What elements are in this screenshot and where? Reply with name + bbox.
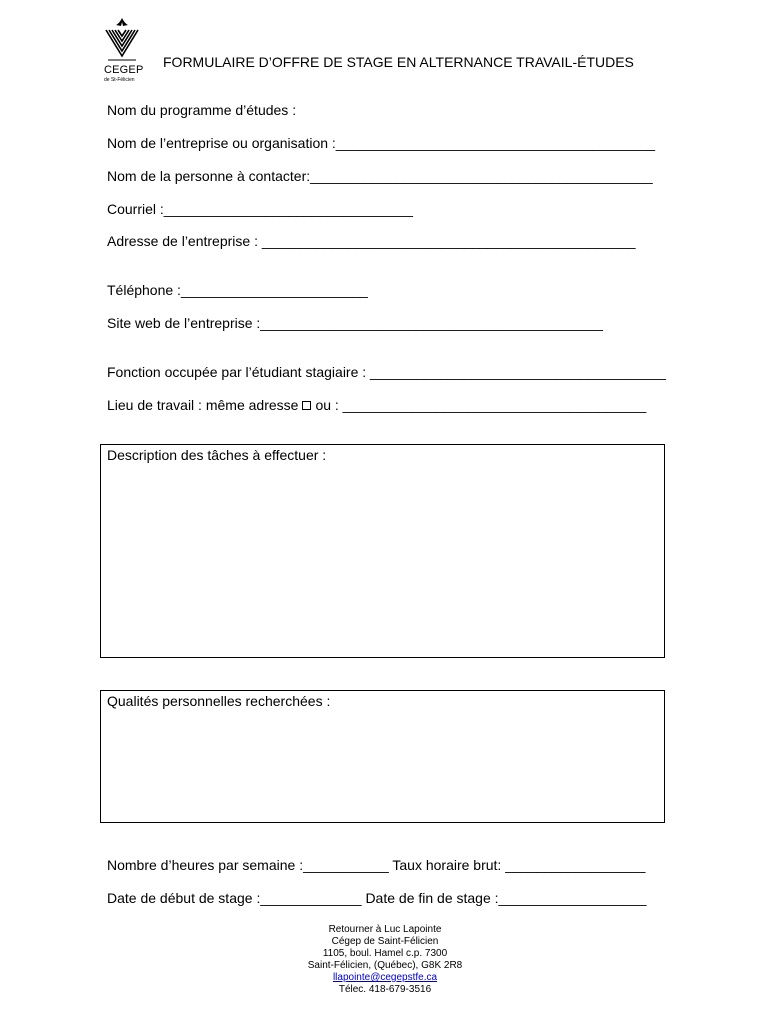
logo-subtitle: de St-Félicien — [104, 77, 135, 83]
programme-field[interactable]: Nom du programme d’études : — [107, 102, 297, 118]
heures-taux-field[interactable]: Nombre d’heures par semaine :___________ Taux horaire brut: __________________ — [107, 857, 646, 873]
telephone-field[interactable]: Téléphone :________________________ — [107, 282, 368, 298]
footer-line-2: Cégep de Saint-Félicien — [331, 936, 439, 947]
courriel-field[interactable]: Courriel :________________________________ — [107, 201, 413, 217]
siteweb-field[interactable]: Site web de l’entreprise :____________________________________________ — [107, 315, 603, 331]
footer-line-1: Retourner à Luc Lapointe — [328, 924, 442, 935]
lieu-label: Lieu de travail : même adresse — [107, 397, 299, 413]
lieu-field — [107, 396, 646, 414]
contact-field[interactable]: Nom de la personne à contacter:____________________________________________ — [107, 168, 653, 184]
form-title: FORMULAIRE D’OFFRE DE STAGE EN ALTERNANCE TRAVAIL-ÉTUDES — [163, 54, 634, 70]
cegep-logo — [104, 16, 148, 88]
entreprise-field[interactable]: Nom de l’entreprise ou organisation :_________________________________________ — [107, 135, 656, 151]
footer-line-3: 1105, boul. Hamel c.p. 7300 — [322, 948, 448, 959]
taches-box[interactable] — [100, 444, 665, 658]
email-link[interactable]: llapointe@cegepstfe.ca — [332, 972, 438, 983]
dates-field[interactable]: Date de début de stage :_____________ Date de fin de stage :___________________ — [107, 890, 647, 906]
return-address — [230, 924, 540, 996]
footer-line-4: Saint-Félicien, (Québec), G8K 2R8 — [307, 960, 463, 971]
qualites-box[interactable] — [100, 690, 665, 823]
lieu-autre-field[interactable]: ou : _______________________________________ — [315, 397, 647, 413]
meme-adresse-checkbox[interactable] — [302, 401, 311, 410]
footer-line-6: Télec. 418-679-3516 — [338, 984, 432, 995]
logo-name: CEGEP — [104, 64, 144, 76]
qualites-label: Qualités personnelles recherchées : — [107, 693, 331, 709]
cegep-leaf-logo-icon — [104, 16, 148, 66]
adresse-field[interactable]: Adresse de l’entreprise : ________________________________________________ — [107, 233, 636, 249]
fonction-field[interactable]: Fonction occupée par l’étudiant stagiaire : ______________________________________ — [107, 364, 666, 380]
taches-label: Description des tâches à effectuer : — [107, 447, 327, 463]
